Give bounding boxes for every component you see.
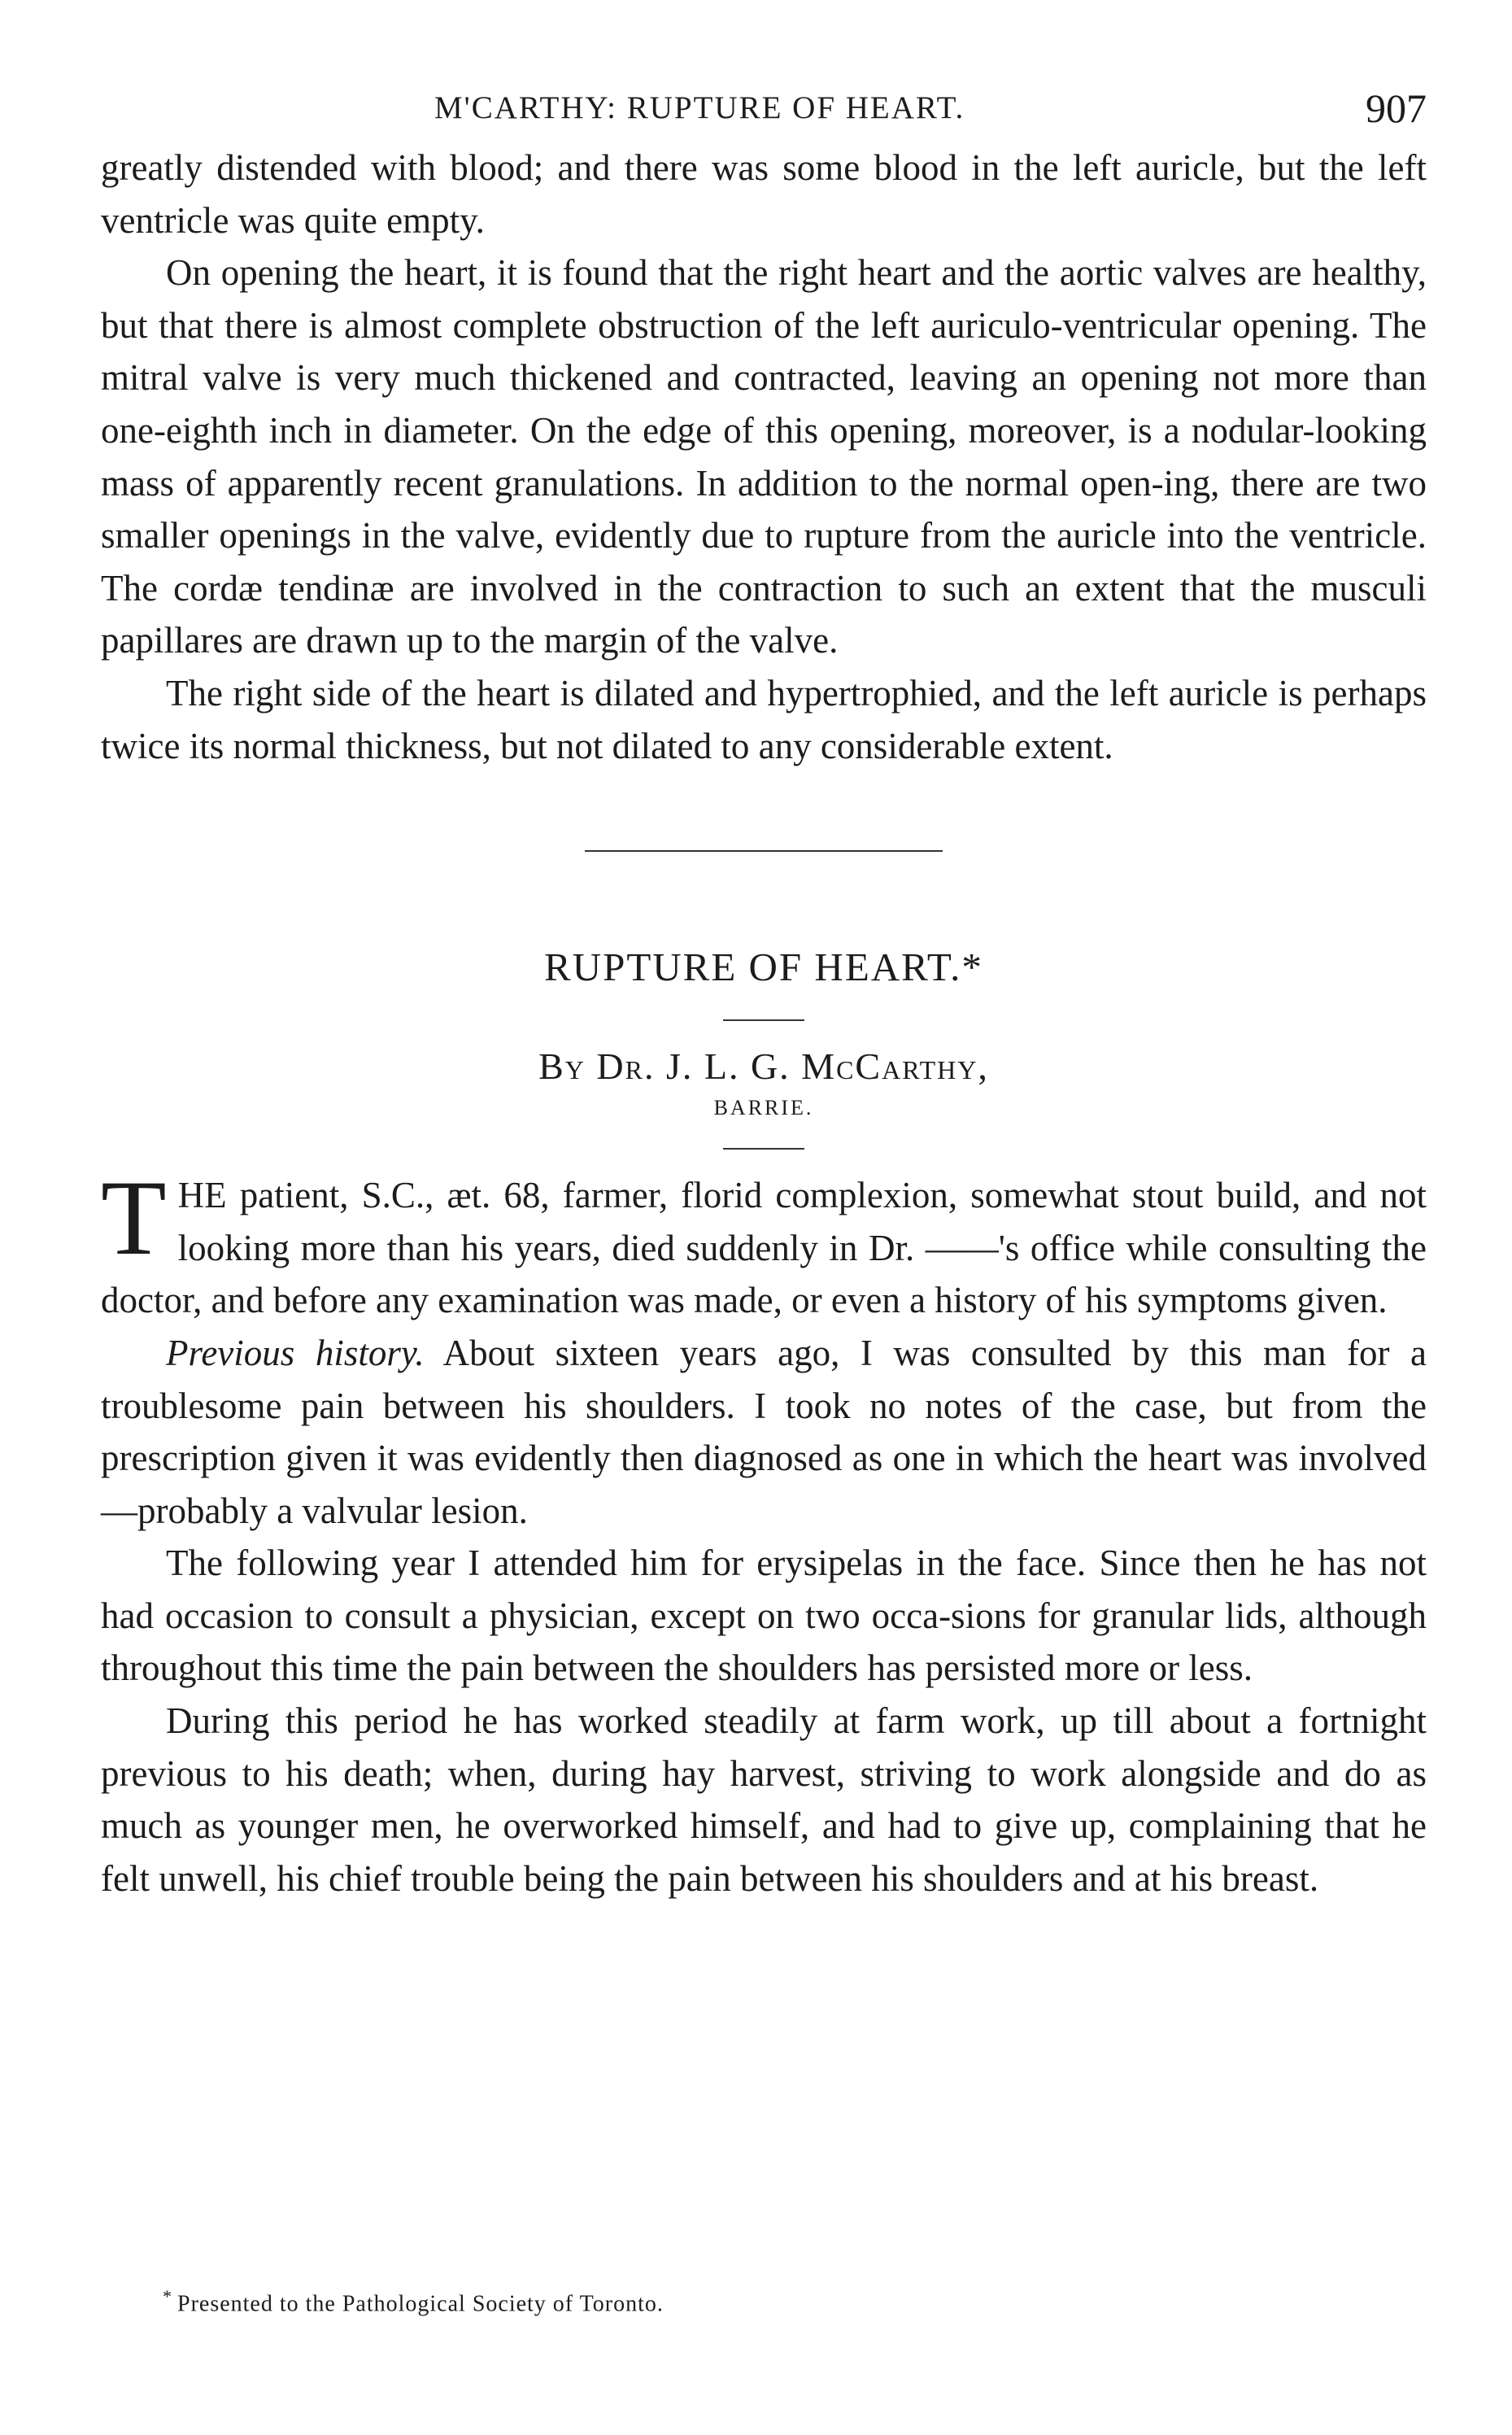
page-number: 907 — [1366, 85, 1427, 131]
section-divider — [585, 850, 943, 852]
author-location: BARRIE. — [713, 1096, 814, 1120]
drop-cap: T — [101, 1158, 167, 1278]
continued-paragraph: greatly distended with blood; and there was some blood in the left auricle, but the left ventricle was quite empty. — [101, 147, 1427, 241]
continued-paragraph: The right side of the heart is dilated and hypertrophied, and the left auricle is perhaps twice its normal thickness, but not dilated to any considerable extent. — [101, 672, 1427, 766]
section-label: Previous history. — [166, 1332, 425, 1373]
page — [101, 85, 1427, 1905]
article-paragraph — [101, 1158, 1427, 1327]
footnote — [163, 2286, 664, 2317]
article-paragraph — [101, 1327, 1427, 1537]
article-paragraph: During this period he has worked steadily at farm work, up till about a fortnight previous to his death; when, during hay harvest, striving to work alongside and do as much as younger men, he overworked himself, and had to give up, complaining that he felt unwell, his chief trouble being the pain between his shoulders and at his breast. — [101, 1700, 1427, 1899]
byline: By Dr. J. L. G. McCarthy, — [538, 1045, 989, 1088]
article-title: RUPTURE OF HEART.* — [544, 945, 983, 990]
running-head — [101, 85, 1427, 142]
footnote-text: Presented to the Pathological Society of Toronto. — [177, 2291, 664, 2317]
running-head-title: M'CARTHY: RUPTURE OF HEART. — [434, 90, 965, 125]
continued-paragraph: On opening the heart, it is found that the right heart and the aortic valves are healthy, but that there is almost complete obstruction of the left auriculo-ventricular opening. The mitral valve is very much thickened and contracted, leaving an opening not more than one-eighth inch in diameter. On the edge of this opening, moreover, is a nodular-looking mass of apparently recent granulations. In addition to the normal open-ing, there are two smaller openings in the valve, evidently due to rupture from the auricle into the ventricle. The cordæ tendinæ are involved in the contraction to such an extent that the musculi papillares are drawn up to the margin of the valve. — [101, 252, 1427, 661]
first-paragraph-text: HE patient, S.C., æt. 68, farmer, florid complexion, somewhat stout build, and not looking more than his years, died suddenly in Dr. ——'s office while consulting the doctor, and before any examination was made, or even a history of his symptoms given. — [101, 1175, 1427, 1321]
footnote-mark: * — [163, 2286, 172, 2306]
title-rule — [723, 1019, 804, 1021]
article-paragraph: The following year I attended him for erysipelas in the face. Since then he has not had occasion to consult a physician, except on two occa-sions for granular lids, although throughout this time the pain between the shoulders has persisted more or less. — [101, 1543, 1427, 1689]
history-text: About sixteen years ago, I was consulted by this man for a troublesome pain between his shoulders. I took no notes of the case, but from the prescription given it was evidently then diagnosed as one in which the heart was involved—probably a valvular lesion. — [101, 1332, 1427, 1531]
byline-rule — [723, 1148, 804, 1150]
